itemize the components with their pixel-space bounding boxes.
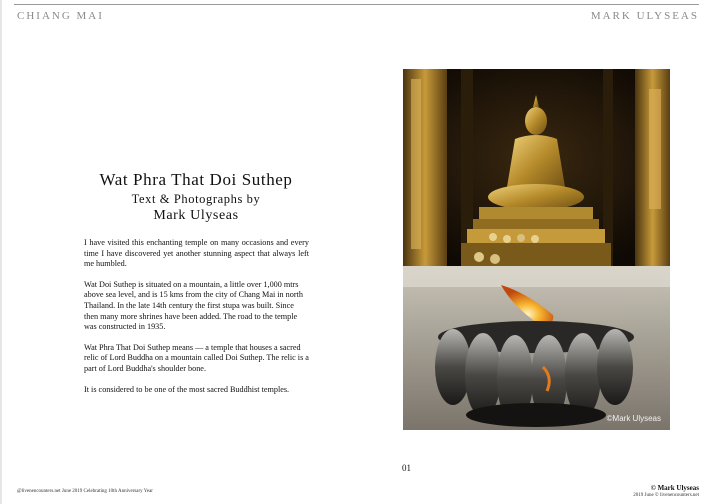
header-section-label: CHIANG MAI bbox=[17, 10, 104, 22]
article-body bbox=[84, 238, 309, 405]
footer-right-name: © Mark Ulyseas bbox=[650, 484, 699, 492]
header-rule bbox=[14, 4, 699, 5]
page-number: 01 bbox=[402, 463, 411, 473]
article-title-block bbox=[70, 170, 322, 224]
article-author: Mark Ulyseas bbox=[153, 208, 239, 223]
page-left-edge bbox=[0, 0, 2, 504]
oil-lamp-photo bbox=[403, 267, 670, 430]
body-paragraph: It is considered to be one of the most sacred Buddhist temples. bbox=[84, 384, 290, 394]
photo-credit: ©Mark Ulyseas bbox=[606, 414, 661, 423]
body-paragraph: Wat Doi Suthep is situated on a mountain, a little over 1,000 mtrs above sea level, and is 15 kms from the city of Chang Mai in north Thailand. In the late 14th century the first stupa was built. Since then many more shrines have been added. The road to the temple was constructed in 1935. bbox=[84, 279, 303, 332]
body-paragraph: I have visited this enchanting temple on many occasions and every time I have discovered yet another stunning aspect that always left me humbled. bbox=[84, 238, 309, 269]
article-subtitle: Text & Photographs by bbox=[131, 192, 261, 206]
footer-left-note: @livenencounters.net June 2019 Celebrating 10th Anniversary Year bbox=[17, 489, 153, 494]
body-paragraph: Wat Phra That Doi Suthep means — a temple that houses a sacred relic of Lord Buddha on a mountain called Doi Suthep. The relic is a part of Lord Buddha's shoulder bone. bbox=[84, 342, 309, 373]
temple-photo bbox=[403, 69, 670, 430]
buddha-statue-photo bbox=[403, 69, 670, 267]
footer-right-note: 2019 June © livenencounters.net bbox=[633, 493, 699, 498]
article-title: Wat Phra That Doi Suthep bbox=[99, 170, 293, 189]
header-author-label: MARK ULYSEAS bbox=[590, 10, 699, 22]
